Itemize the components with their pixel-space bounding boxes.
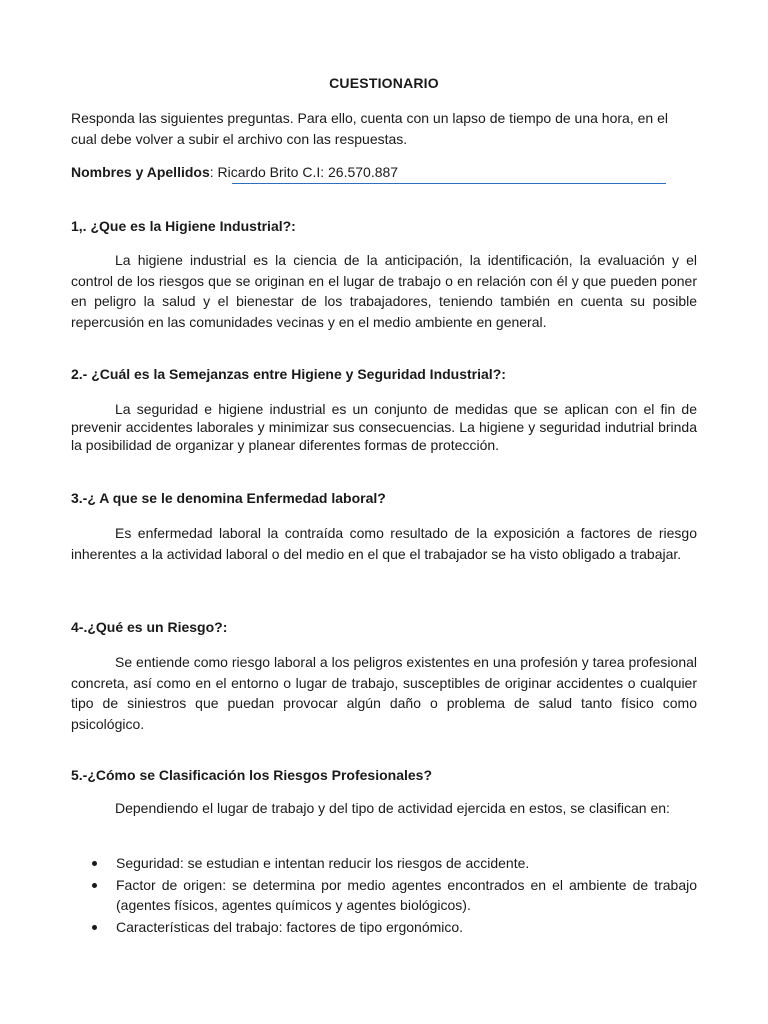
list-item-text: Factor de origen: se determina por medio agentes encontrados en el ambiente de trabajo (agentes físicos, agentes químicos y agentes biológicos). bbox=[116, 876, 697, 913]
bullet-icon bbox=[92, 861, 97, 866]
list-item bbox=[71, 917, 697, 938]
answer-5: Dependiendo el lugar de trabajo y del tipo de actividad ejercida en estos, se clasifican en: bbox=[115, 800, 670, 816]
answer-1: La higiene industrial es la ciencia de la anticipación, la identificación, la evaluación y el control de los riesgos que se originan en el lugar de trabajo o en relación con él y que pueden poner en peligro la salud y el bienestar de los trabajadores, teniendo también en cuenta su posible repercusión en las comunidades vecinas y en el medio ambiente en general. bbox=[71, 252, 697, 330]
risk-classification-list bbox=[71, 853, 697, 938]
answer-4: Se entiende como riesgo laboral a los peligros existentes en una profesión y tarea profesional concreta, así como en el entorno o lugar de trabajo, susceptibles de originar accidentes o cualquier tipo de siniestros que puedan provocar algún daño o problema de salud tanto físico como psicológico. bbox=[71, 654, 697, 732]
document-title: CUESTIONARIO bbox=[329, 75, 439, 91]
question-1: 1,. ¿Que es la Higiene Industrial?: bbox=[71, 218, 296, 234]
name-value: : Ricardo Brito C.I: 26.570.887 bbox=[209, 164, 399, 180]
bullet-icon bbox=[92, 883, 97, 888]
list-item-text: Características del trabajo: factores de tipo ergonómico. bbox=[116, 918, 464, 935]
name-label: Nombres y Apellidos bbox=[71, 164, 210, 180]
question-3: 3.-¿ A que se le denomina Enfermedad laboral? bbox=[71, 490, 386, 506]
list-item-text: Seguridad: se estudian e intentan reducir los riesgos de accidente. bbox=[116, 855, 530, 871]
instructions-text: Responda las siguientes preguntas. Para ello, cuenta con un lapso de tiempo de una hora, en el cual debe volver a subir el archivo con las respuestas. bbox=[71, 110, 668, 147]
list-item bbox=[71, 875, 697, 916]
list-item bbox=[71, 853, 697, 874]
answer-3: Es enfermedad laboral la contraída como resultado de la exposición a factores de riesgo inherentes a la actividad laboral o del medio en el que el trabajador se ha visto obligado a trabajar. bbox=[71, 525, 697, 562]
question-2: 2.- ¿Cuál es la Semejanzas entre Higiene y Seguridad Industrial?: bbox=[71, 366, 506, 382]
question-4: 4-.¿Qué es un Riesgo?: bbox=[71, 619, 228, 635]
student-name-line bbox=[71, 162, 697, 183]
question-5: 5.-¿Cómo se Clasificación los Riesgos Profesionales? bbox=[71, 767, 432, 783]
answer-2: La seguridad e higiene industrial es un conjunto de medidas que se aplican con el fin de prevenir accidentes laborales y minimizar sus consecuencias. La higiene y seguridad indutrial brinda la posibilidad de organizar y planear diferentes formas de protección. bbox=[71, 401, 697, 453]
bullet-icon bbox=[92, 925, 97, 930]
name-underline bbox=[232, 183, 666, 184]
